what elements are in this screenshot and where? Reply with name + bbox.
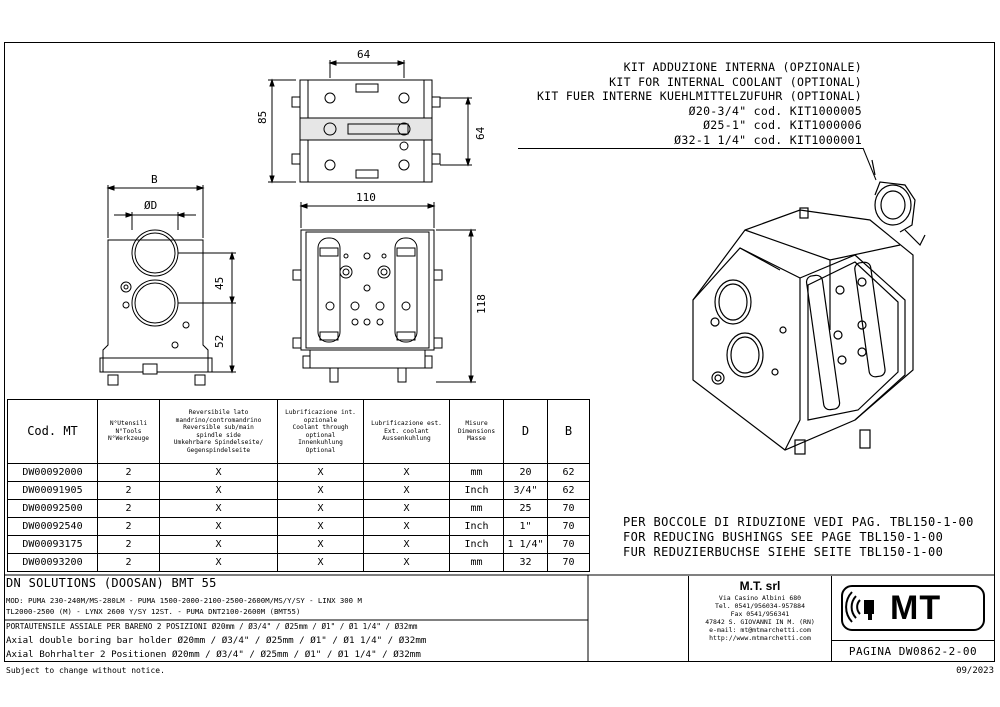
description-en: Axial double boring bar holder Ø20mm / Ø3/4" / Ø25mm / Ø1" / Ø1 1/4" / Ø32mm: [6, 635, 427, 646]
bushings-line: FOR REDUCING BUSHINGS SEE PAGE TBL150-1-00: [623, 530, 944, 544]
cell-ext: X: [364, 536, 450, 554]
dim-top-width: 64: [357, 48, 371, 61]
cell-d: 25: [504, 500, 548, 518]
description-it: PORTAUTENSILE ASSIALE PER BARENO 2 POSIZIONI Ø20mm / Ø3/4" / Ø25mm / Ø1" / Ø1 1/4" / Ø32mm: [6, 622, 418, 631]
cell-ext: X: [364, 464, 450, 482]
cell-reversible: X: [160, 464, 278, 482]
dim-front-height: 118: [475, 294, 488, 314]
cell-tools: 2: [98, 554, 160, 572]
kit-line: Ø20-3/4" cod. KIT1000005: [688, 103, 862, 118]
cell-ext: X: [364, 482, 450, 500]
cell-tools: 2: [98, 464, 160, 482]
models-line-1: MOD: PUMA 230-240M/MS-280LM - PUMA 1500-2000-2100-2500-2600M/MS/Y/SY - LINX 300 M: [6, 596, 362, 605]
footer-date: 09/2023: [956, 666, 994, 676]
cell-d: 20: [504, 464, 548, 482]
bushings-line: FUR REDUZIERBUCHSE SIEHE SEITE TBL150-1-00: [623, 545, 944, 559]
header-ext-coolant: Lubrificazione est. Ext. coolant Aussenkuhlung: [364, 400, 450, 464]
cell-b: 70: [548, 500, 590, 518]
cell-unit: Inch: [450, 536, 504, 554]
cell-b: 70: [548, 554, 590, 572]
bushings-line: PER BOCCOLE DI RIDUZIONE VEDI PAG. TBL150-1-00: [623, 515, 974, 529]
company-line: http://www.mtmarchetti.com: [709, 634, 811, 642]
dim-side-52: 52: [213, 334, 226, 348]
cell-reversible: X: [160, 518, 278, 536]
dim-front-width: 110: [356, 191, 376, 204]
dim-side-d: ØD: [144, 199, 158, 212]
company-line: 47842 S. GIOVANNI IN M. (RN): [705, 618, 815, 626]
kit-line: KIT ADDUZIONE INTERNA (OPZIONALE): [623, 60, 862, 74]
header-b: B: [548, 400, 590, 464]
cell-code: DW00093175: [8, 536, 98, 554]
company-name: M.T. srl: [739, 579, 781, 593]
cell-unit: mm: [450, 464, 504, 482]
cell-b: 70: [548, 518, 590, 536]
cell-unit: mm: [450, 500, 504, 518]
header-dimensions: Misure Dimensions Masse: [450, 400, 504, 464]
cell-tools: 2: [98, 482, 160, 500]
cell-reversible: X: [160, 482, 278, 500]
cell-unit: Inch: [450, 482, 504, 500]
cell-code: DW00092000: [8, 464, 98, 482]
cell-int: X: [278, 518, 364, 536]
cell-d: 32: [504, 554, 548, 572]
cell-code: DW00093200: [8, 554, 98, 572]
header-cod: Cod. MT: [8, 400, 98, 464]
header-tools: N°Utensili N°Tools N°Werkzeuge: [98, 400, 160, 464]
cell-b: 70: [548, 536, 590, 554]
cell-tools: 2: [98, 500, 160, 518]
models-line-2: TL2000-2500 (M) - LYNX 2600 Y/SY 12ST. - PUMA DNT2100-2600M (BMT55): [6, 607, 301, 616]
kit-line: KIT FUER INTERNE KUEHLMITTELZUFUHR (OPTIONAL): [536, 89, 862, 103]
company-block: [688, 576, 832, 662]
cell-int: X: [278, 536, 364, 554]
company-line: Fax 0541/956341: [730, 610, 790, 618]
kit-line: KIT FOR INTERNAL COOLANT (OPTIONAL): [609, 74, 862, 89]
mt-logo: [832, 576, 994, 640]
cell-b: 62: [548, 482, 590, 500]
cell-code: DW00091905: [8, 482, 98, 500]
cell-reversible: X: [160, 554, 278, 572]
cell-d: 3/4": [504, 482, 548, 500]
cell-b: 62: [548, 464, 590, 482]
cell-int: X: [278, 464, 364, 482]
brand-title: DN SOLUTIONS (DOOSAN) BMT 55: [6, 576, 217, 590]
company-line: Via Casino Albini 680: [718, 594, 802, 602]
kit-line: Ø25-1" cod. KIT1000006: [703, 118, 862, 132]
cell-reversible: X: [160, 536, 278, 554]
company-line: e-mail: mt@mtmarchetti.com: [709, 626, 811, 634]
cell-ext: X: [364, 500, 450, 518]
header-reversible: Reversibile lato mandrino/contromandrino Reversible sub/main spindle side Umkehrbare Spindelseite/ Gegenspindelseite: [160, 400, 278, 464]
cell-unit: Inch: [450, 518, 504, 536]
description-de: Axial Bohrhalter 2 Positionen Ø20mm / Ø3/4" / Ø25mm / Ø1" / Ø1 1/4" / Ø32mm: [6, 649, 421, 660]
cell-tools: 2: [98, 518, 160, 536]
cell-reversible: X: [160, 500, 278, 518]
title-block: [6, 576, 588, 662]
cell-int: X: [278, 500, 364, 518]
kit-line: Ø32-1 1/4" cod. KIT1000001: [674, 132, 862, 147]
cell-d: 1 1/4": [504, 536, 548, 554]
dim-top-right: 64: [474, 126, 487, 140]
cell-d: 1": [504, 518, 548, 536]
cell-unit: mm: [450, 554, 504, 572]
header-int-coolant: Lubrificazione int. opzionale Coolant through optional Innenkuhlung Optional: [278, 400, 364, 464]
cell-tools: 2: [98, 536, 160, 554]
dim-top-height: 85: [256, 110, 269, 124]
cell-int: X: [278, 482, 364, 500]
cell-int: X: [278, 554, 364, 572]
cell-code: DW00092540: [8, 518, 98, 536]
cell-code: DW00092500: [8, 500, 98, 518]
footer-note: Subject to change without notice.: [6, 666, 165, 675]
page-code: PAGINA DW0862-2-00: [832, 640, 994, 663]
header-d: D: [504, 400, 548, 464]
cell-ext: X: [364, 518, 450, 536]
company-line: Tel. 0541/956034-957884: [714, 602, 805, 610]
dim-side-b: B: [151, 173, 158, 186]
cell-ext: X: [364, 554, 450, 572]
dim-side-45: 45: [213, 276, 226, 290]
logo-text: MT: [890, 589, 942, 627]
